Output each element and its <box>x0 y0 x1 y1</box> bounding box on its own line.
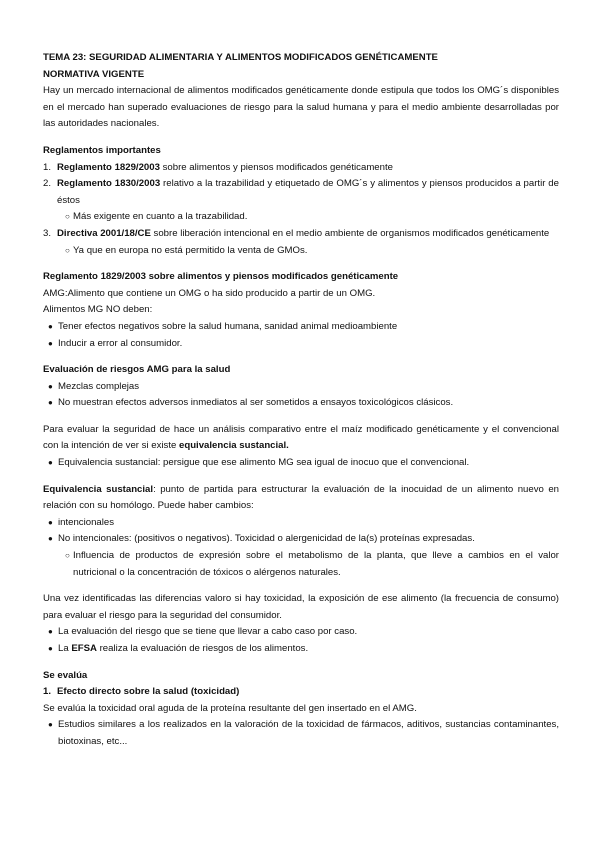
reglamento-item-1 <box>43 160 559 177</box>
bullet-text: Mezclas complejas <box>58 380 140 392</box>
bullet-item <box>43 531 559 548</box>
bullet-text: La evaluación del riesgo que se tiene que llevar a cabo caso por caso. <box>58 626 358 638</box>
reglamentos-heading: Reglamentos importantes <box>43 144 161 156</box>
item-text <box>57 226 559 243</box>
amg-no-deben: Alimentos MG NO deben: <box>43 304 153 316</box>
bullet-item <box>43 455 559 472</box>
efsa-bold: EFSA <box>71 643 97 654</box>
bullet-dot-icon: ● <box>48 517 53 527</box>
efsa-pre: La <box>58 643 72 654</box>
document-page <box>43 50 559 751</box>
spacer <box>43 259 559 269</box>
bullet-dot-icon: ● <box>48 534 53 544</box>
spacer <box>43 658 559 668</box>
item-bold: Reglamento 1829/2003 <box>57 161 160 173</box>
spacer <box>43 472 559 482</box>
item-text <box>57 160 559 177</box>
sub-bullet <box>43 243 559 260</box>
equivalencia-bold: Equivalencia sustancial <box>43 483 154 495</box>
bullet-dot-icon: ● <box>48 381 53 391</box>
item-bold: Reglamento 1830/2003 <box>57 178 161 190</box>
bullet-text: Equivalencia sustancial: persigue que ese alimento MG sea igual de inocuo que el convencional. <box>58 457 470 469</box>
item-rest: sobre liberación intencional en el medio ambiente de organismos modificados genéticamente <box>150 227 550 239</box>
circle-bullet-icon: ○ <box>65 551 70 561</box>
bullet-dot-icon: ● <box>48 458 53 468</box>
amg-definition: AMG:Alimento que contiene un OMG o ha sido producido a partir de un OMG. <box>43 287 376 299</box>
bullet-dot-icon: ● <box>48 321 53 331</box>
circle-bullet-icon: ○ <box>65 245 70 255</box>
document-title: TEMA 23: SEGURIDAD ALIMENTARIA Y ALIMENTOS MODIFICADOS GENÉTICAMENTE <box>43 52 438 63</box>
evaluacion-heading: Evaluación de riesgos AMG para la salud <box>43 364 231 376</box>
spacer <box>43 412 559 422</box>
spacer <box>43 133 559 143</box>
item-text <box>57 176 559 209</box>
bullet-dot-icon: ● <box>48 644 53 653</box>
spacer <box>43 352 559 362</box>
bullet-dot-icon: ● <box>48 398 53 408</box>
se-evalua-line: Se evalúa la toxicidad oral aguda de la proteína resultante del gen insertado en el AMG. <box>43 702 417 714</box>
item-number: 1. <box>43 161 52 173</box>
equivalencia-paragraph <box>43 482 559 515</box>
bullet-item <box>43 624 559 641</box>
item-number: 1. <box>43 686 52 698</box>
comparativo-paragraph <box>43 422 559 455</box>
bullet-text: Tener efectos negativos sobre la salud humana, sanidad animal medioambiente <box>58 320 398 332</box>
bullet-text: No muestran efectos adversos inmediatos al ser sometidos a ensayos toxicológicos clásicos. <box>58 397 454 409</box>
item-number: 2. <box>43 178 52 190</box>
bullet-text: Inducir a error al consumidor. <box>58 337 183 349</box>
bullet-item <box>43 395 559 412</box>
item-rest: relativo a la trazabilidad y etiquetado de OMG´s y alimentos y piensos producidos a partir de éstos <box>57 178 559 206</box>
item-bold: Directiva 2001/18/CE <box>57 227 151 239</box>
bullet-dot-icon: ● <box>48 338 53 348</box>
item-rest: sobre alimentos y piensos modificados genéticamente <box>159 161 393 173</box>
sub-bullet <box>43 548 559 581</box>
bullet-item <box>43 336 559 353</box>
toxicidad-paragraph: Una vez identificadas las diferencias valoro si hay toxicidad, la exposición de ese alimento (la frecuencia de consumo) para evaluar el riesgo para la seguridad del consumidor. <box>43 593 559 621</box>
bullet-dot-icon: ● <box>48 720 53 730</box>
spacer <box>43 581 559 591</box>
bullet-item <box>43 717 559 750</box>
sub-bullet-text: Influencia de productos de expresión sobre el metabolismo de la planta, que lleve a cambios en el valor nutricional o la concentración de tóxicos o alérgenos naturales. <box>73 550 559 578</box>
bullet-text: No intencionales: (positivos o negativos). Toxicidad o alergenicidad de la(s) proteínas expresadas. <box>58 533 475 545</box>
reglamento-item-2 <box>43 176 559 209</box>
comparativo-bold: equivalencia sustancial. <box>179 440 289 452</box>
item-number: 3. <box>43 227 52 239</box>
comparativo-text: Para evaluar la seguridad de hace un análisis comparativo entre el maíz modificado genéticamente y el convencional con la intención de ver si existe <box>43 423 559 452</box>
bullet-item <box>43 319 559 336</box>
section-title-normativa: NORMATIVA VIGENTE <box>43 68 145 80</box>
reglamento-1829-heading: Reglamento 1829/2003 sobre alimentos y piensos modificados genéticamente <box>43 271 399 283</box>
bullet-text: intencionales <box>58 516 115 528</box>
se-evalua-heading: Se evalúa <box>43 669 88 681</box>
bullet-item <box>43 379 559 396</box>
circle-bullet-icon: ○ <box>65 212 70 222</box>
efsa-post: realiza la evaluación de riesgos de los alimentos. <box>96 643 309 654</box>
bullet-dot-icon: ● <box>48 627 53 637</box>
sub-bullet-text: Ya que en europa no está permitido la venta de GMOs. <box>73 244 308 256</box>
se-evalua-item-1 <box>43 684 559 701</box>
equivalencia-text: : punto de partida para estructurar la evaluación de la inocuidad de un alimento nuevo en relación con su homólogo. Puede haber cambios: <box>43 483 559 512</box>
bullet-item <box>43 515 559 532</box>
reglamento-item-3 <box>43 226 559 243</box>
bullet-item <box>43 641 559 658</box>
sub-bullet-text: Más exigente en cuanto a la trazabilidad. <box>73 211 248 223</box>
bullet-text: Estudios similares a los realizados en la valoración de la toxicidad de fármacos, aditivos, sustancias contaminantes, biotoxinas, etc... <box>58 719 559 747</box>
intro-paragraph: Hay un mercado internacional de alimentos modificados genéticamente donde estipula que todos los OMG´s disponibles en el mercado han superado evaluaciones de riesgo para la salud humana y para el medio ambiente desarrolladas por las autoridades nacionales. <box>43 85 559 130</box>
sub-bullet <box>43 209 559 226</box>
item-label: Efecto directo sobre la salud (toxicidad) <box>57 686 240 698</box>
bullet-text <box>58 641 559 658</box>
